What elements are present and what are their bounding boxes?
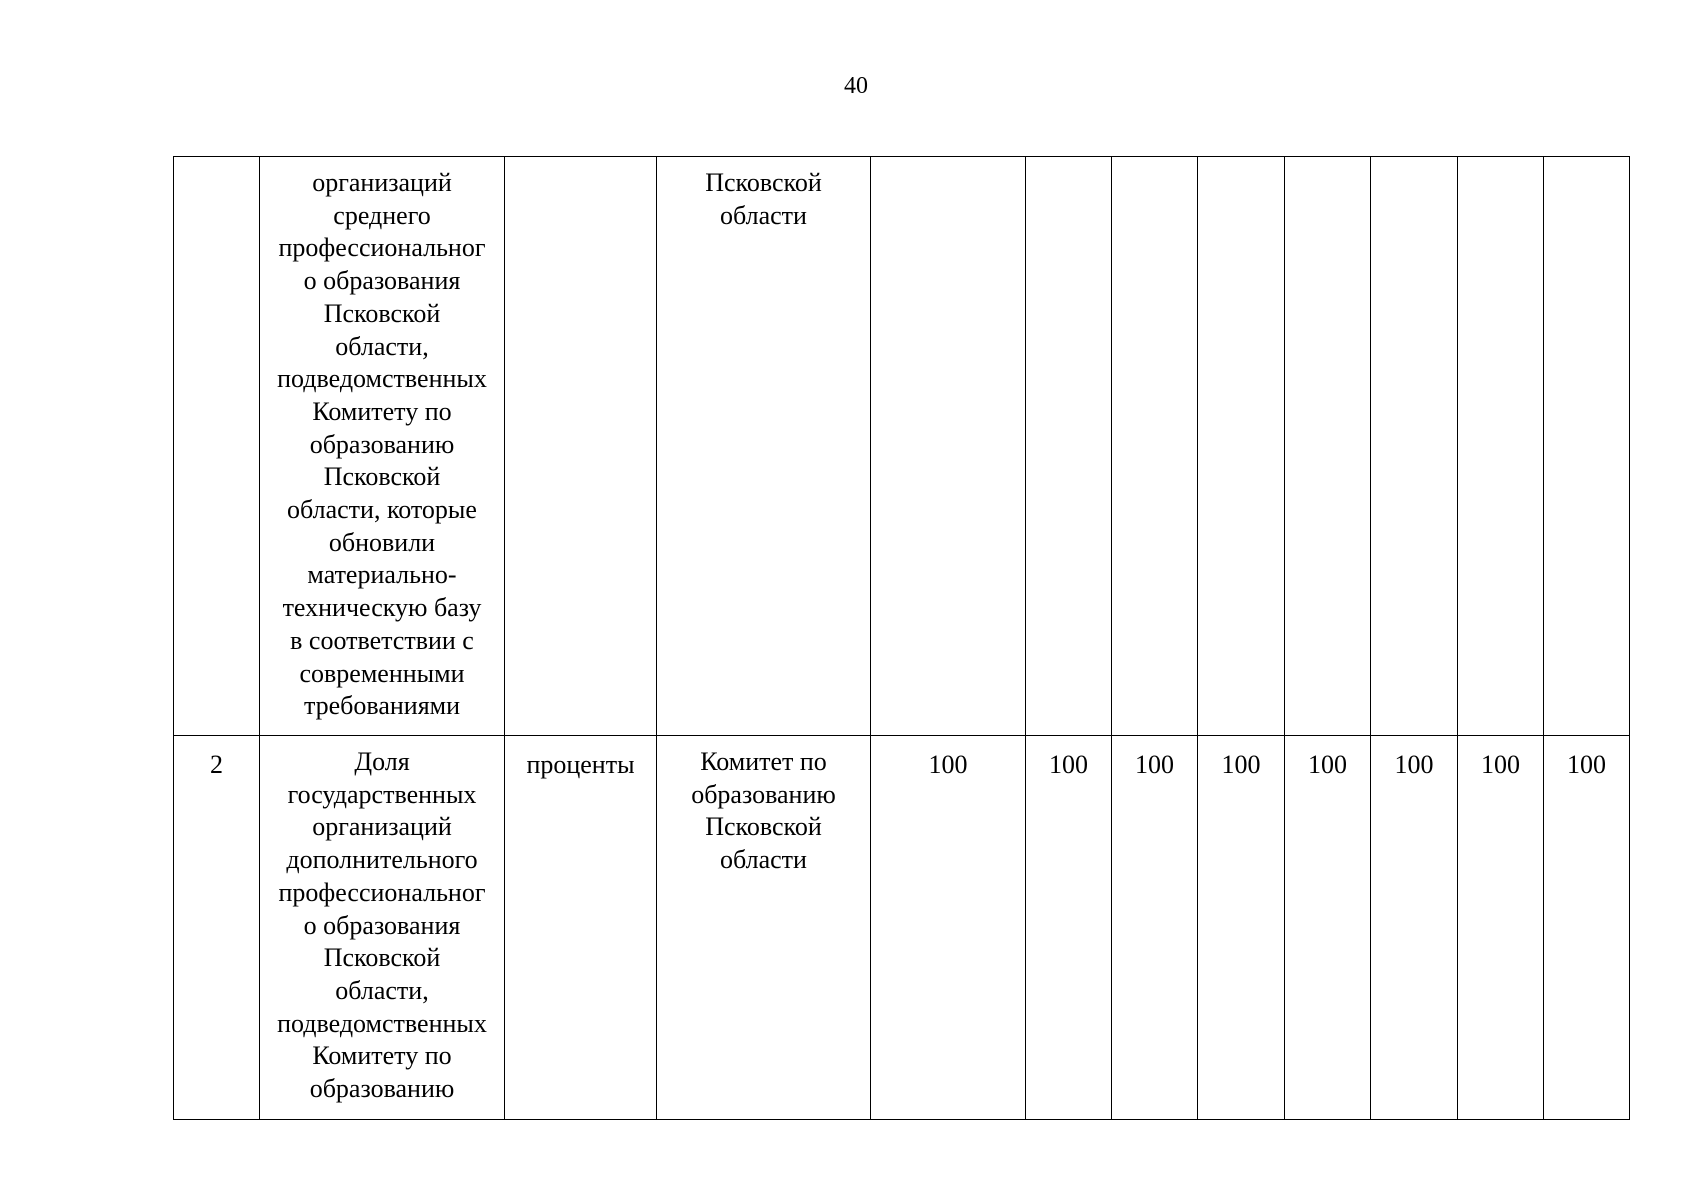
value-cell: 100 [1112, 736, 1198, 1120]
value-cell [1544, 157, 1630, 736]
row-number-cell: 2 [174, 736, 260, 1120]
value-cell [1198, 157, 1285, 736]
page-number: 40 [844, 73, 868, 99]
indicators-table [173, 156, 1630, 1120]
value-cell: 100 [1026, 736, 1112, 1120]
indicator-cell: Доля государственных организаций дополнительного профессиональног о образования Псковской области, подведомственных Комитету по образованию [260, 736, 505, 1120]
value-cell [1458, 157, 1544, 736]
responsible-cell: Комитет по образованию Псковской области [657, 736, 871, 1120]
responsible-cell: Псковской области [657, 157, 871, 736]
value-cell: 100 [1458, 736, 1544, 1120]
unit-cell [505, 157, 657, 736]
value-cell [1371, 157, 1458, 736]
value-cell: 100 [1198, 736, 1285, 1120]
indicator-cell: организаций среднего профессиональног о образования Псковской области, подведомственных Комитету по образованию Псковской области, которые обновили материально- техническую базу в соответствии с современными требованиями [260, 157, 505, 736]
value-cell: 100 [1371, 736, 1458, 1120]
value-cell [1026, 157, 1112, 736]
table-row [174, 736, 1630, 1120]
table-row [174, 157, 1630, 736]
value-cell [1112, 157, 1198, 736]
value-cell: 100 [1285, 736, 1371, 1120]
value-cell [871, 157, 1026, 736]
value-cell [1285, 157, 1371, 736]
row-number-cell [174, 157, 260, 736]
value-cell: 100 [871, 736, 1026, 1120]
unit-cell: проценты [505, 736, 657, 1120]
value-cell: 100 [1544, 736, 1630, 1120]
